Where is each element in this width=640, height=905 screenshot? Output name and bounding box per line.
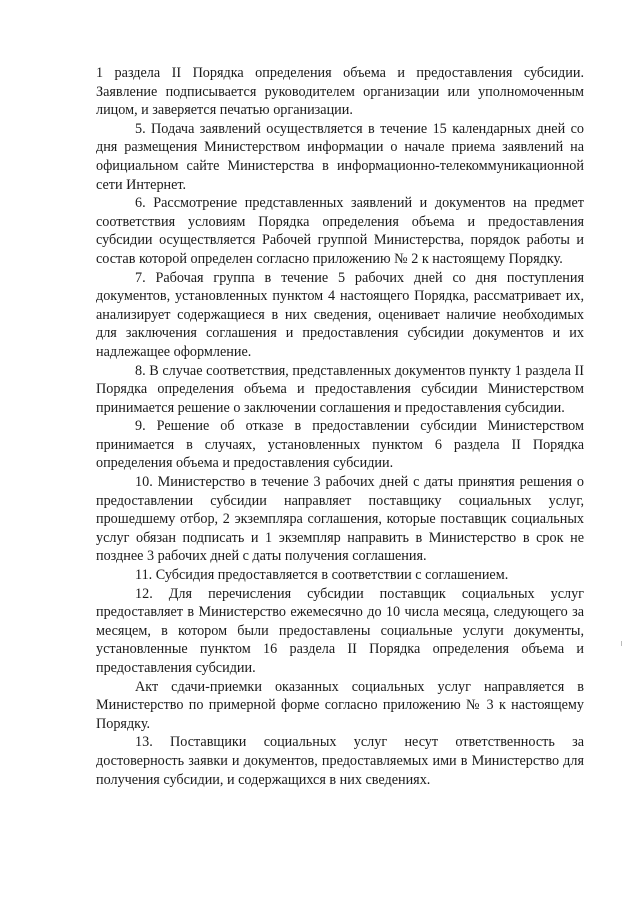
paragraph-11: 11. Субсидия предоставляется в соответствии с соглашением. — [135, 567, 509, 584]
paragraph-12: 12. Для перечисления субсидии поставщик социальных услуг предоставляет в Министерство ежемесячно до 10 числа месяца, следующего за месяцем, в котором были предоставлены социальные услуги документы, установленные пунктом 16 раздела II Порядка определения объема и предоставления субсидии. — [96, 585, 584, 676]
document-body — [96, 64, 584, 789]
scan-margin-mark — [621, 641, 622, 646]
paragraph-13: 13. Поставщики социальных услуг несут ответственность за достоверность заявки и документов, предоставляемых ими в Министерство для получения субсидии, и содержащихся в них сведениях. — [96, 734, 584, 788]
paragraph-6: 6. Рассмотрение представленных заявлений и документов на предмет соответствия условиям Порядка определения объема и предоставления субсидии осуществляется Рабочей группой Министерства, порядок работы и состав которой определен согласно приложению № 2 к настоящему Порядку. — [96, 195, 584, 267]
paragraph-act: Акт сдачи-приемки оказанных социальных услуг направляется в Министерство по примерной форме согласно приложению № 3 к настоящему Порядку. — [96, 678, 584, 732]
paragraph-9: 9. Решение об отказе в предоставлении субсидии Министерством принимается в случаях, установленных пунктом 6 раздела II Порядка определения объема и предоставления субсидии. — [96, 418, 584, 472]
paragraph-10: 10. Министерство в течение 3 рабочих дней с даты принятия решения о предоставлении субсидии направляет поставщику социальных услуг, прошедшему отбор, 2 экземпляра соглашения, которые поставщик социальных услуг обязан подписать и 1 экземпляр направить в Министерство в срок не позднее 3 рабочих дней с даты получения соглашения. — [96, 474, 584, 565]
paragraph-section-4-end: 1 раздела II Порядка определения объема и предоставления субсидии. Заявление подписывается руководителем организации или уполномоченным лицом, и заверяется печатью организации. — [96, 65, 584, 119]
paragraph-5: 5. Подача заявлений осуществляется в течение 15 календарных дней со дня размещения Министерством информации о начале приема заявлений на официальном сайте Министерства в информационно-телекоммуникационной сети Интернет. — [96, 120, 584, 193]
paragraph-7: 7. Рабочая группа в течение 5 рабочих дней со дня поступления документов, установленных пунктом 4 настоящего Порядка, рассматривает их, анализирует содержащиеся в них сведения, оценивает наличие необходимых для заключения соглашения и предоставления субсидии документов и их надлежащее оформление. — [96, 269, 584, 360]
paragraph-8: 8. В случае соответствия, представленных документов пункту 1 раздела II Порядка определения объема и предоставления субсидии Министерством принимается решение о заключении соглашения и предоставления субсидии. — [96, 362, 584, 416]
